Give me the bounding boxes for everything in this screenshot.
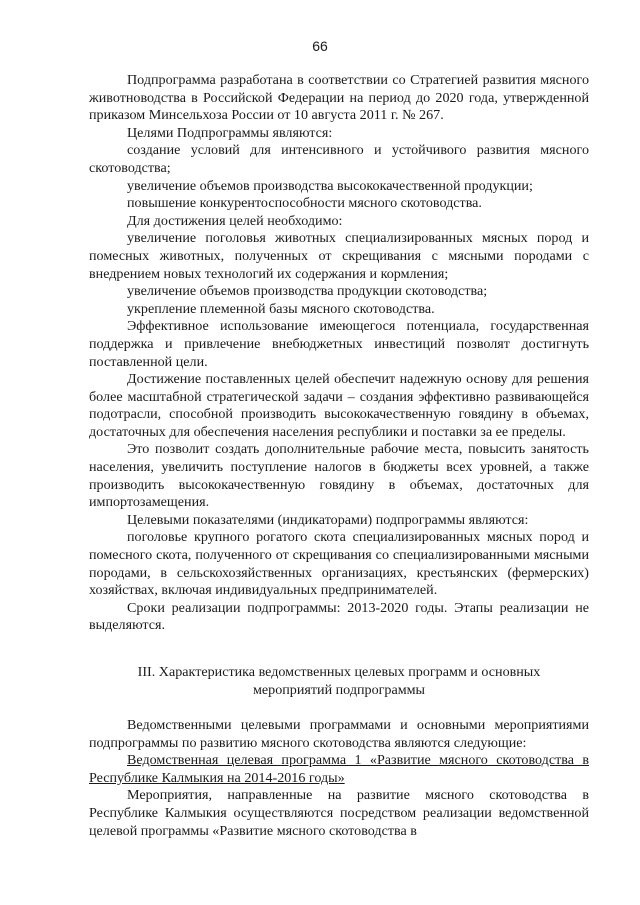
paragraph-effective-use: Эффективное использование имеющегося потенциала, государственная поддержка и привлечение внебюджетных инвестиций позволят достигнуть поставленной цели. <box>89 318 589 370</box>
paragraph-measures: Мероприятия, направленные на развитие мясного скотоводства в Республике Калмыкия осуществляются посредством реализации ведомственной целевой программы «Развитие мясного скотоводства в <box>89 787 589 839</box>
goal-item-production: увеличение объемов производства высококачественной продукции; <box>127 177 533 194</box>
indicator-item-livestock: поголовье крупного рогатого скота специализированных мясных пород и помесного скота, полученного от скрещивания со специализированными мясными породами, в сельскохозяйственных организациях, крестьянских (фермерских) хозяйствах, включая индивидуальных предпринимателей. <box>89 529 589 599</box>
page-number: 66 <box>312 38 328 54</box>
program-title: Ведомственная целевая программа 1 «Развитие мясного скотоводства в Республике Калмыкия на 2014-2016 годы» <box>89 752 589 786</box>
requirement-item-livestock: увеличение поголовья животных специализированных мясных пород и помесных животных, полученных от скрещивания с мясными породами с внедрением новых технологий их содержания и кормления; <box>89 230 589 282</box>
requirement-item-output: увеличение объемов производства продукции скотоводства; <box>127 283 488 300</box>
requirement-item-breeding: укрепление племенной базы мясного скотоводства. <box>127 300 435 317</box>
section-heading: III. Характеристика ведомственных целевых программ и основных мероприятий подпрограммы <box>137 664 541 698</box>
paragraph-basis: Подпрограмма разработана в соответствии со Стратегией развития мясного животноводства в Российской Федерации на период до 2020 года, утвержденной приказом Минсельхоза России от 10 августа 2011 г. № 267. <box>89 72 589 124</box>
paragraph-goals-intro: Целями Подпрограммы являются: <box>127 124 333 141</box>
paragraph-requirements-intro: Для достижения целей необходимо: <box>127 212 343 229</box>
goal-item-conditions: создание условий для интенсивного и устойчивого развития мясного скотоводства; <box>89 142 589 176</box>
paragraph-achievement: Достижение поставленных целей обеспечит надежную основу для решения более масштабной стратегической задачи – создания эффективно развивающейся подотрасли, способной производить высококачественную говядину в объемах, достаточных для обеспечения населения республики и поставки за ее пределы. <box>89 371 589 440</box>
paragraph-indicators-intro: Целевыми показателями (индикаторами) подпрограммы являются: <box>127 511 529 528</box>
goal-item-competitiveness: повышение конкурентоспособности мясного скотоводства. <box>127 195 482 212</box>
paragraph-timeline: Сроки реализации подпрограммы: 2013-2020 годы. Этапы реализации не выделяются. <box>89 599 589 634</box>
page-content <box>89 72 589 840</box>
paragraph-section-intro: Ведомственными целевыми программами и основными мероприятиями подпрограммы по развитию мясного скотоводства являются следующие: <box>89 717 589 751</box>
paragraph-jobs: Это позволит создать дополнительные рабочие места, повысить занятость населения, увеличить поступление налогов в бюджеты всех уровней, а также производить высококачественную говядину в объемах, достаточных для импортозамещения. <box>89 441 589 511</box>
